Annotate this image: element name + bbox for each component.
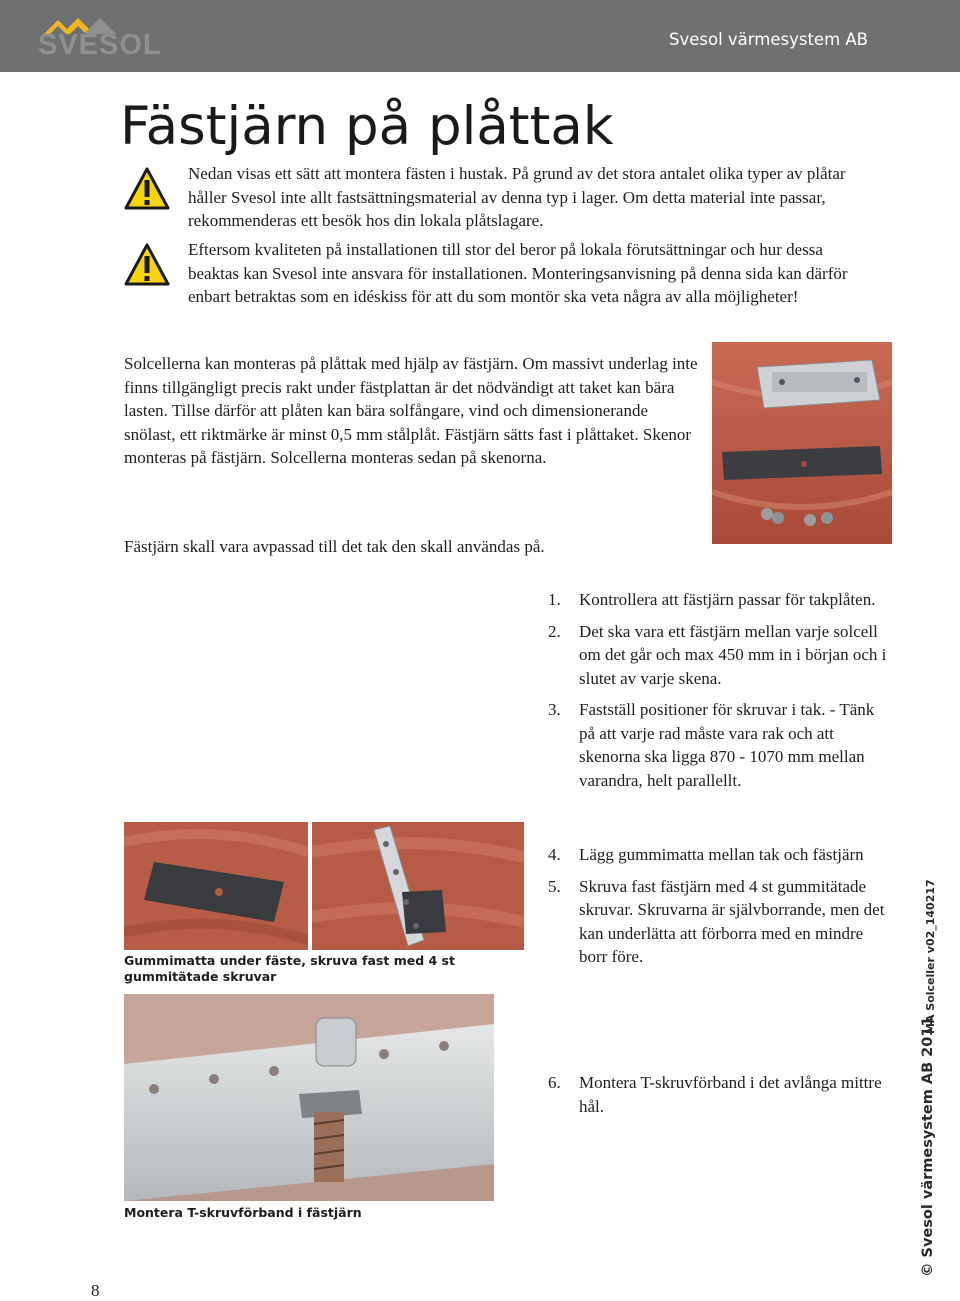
copyright-text: © Svesol värmesystem AB 2011 bbox=[920, 1016, 936, 1277]
step-text: Montera T-skruvförband i det avlånga mittre hål. bbox=[579, 1073, 882, 1116]
warning-icon bbox=[124, 242, 170, 288]
steps-list-3 bbox=[548, 1071, 893, 1126]
t-bolt-photo bbox=[124, 994, 494, 1201]
caption-rubber-mat: Gummimatta under fäste, skruva fast med 4 st gummitätade skruvar bbox=[124, 953, 455, 984]
list-item bbox=[548, 843, 893, 867]
list-item bbox=[548, 588, 893, 612]
intro-paragraph: Solcellerna kan monteras på plåttak med hjälp av fästjärn. Om massivt underlag inte finns tillgängligt precis rakt under fästplattan är det nödvändigt att taket kan bära lasten. Tillse därför att plåten kan bära solfångare, vind och dimensionerande snölast, ett riktmärke är minst 0,5 mm stålplåt. Fästjärn sätts fast i plåttaket. Skenor monteras på fästjärn. Solcellerna monteras sedan på skenorna. bbox=[124, 354, 698, 467]
company-name: Svesol värmesystem AB bbox=[668, 30, 868, 49]
list-item bbox=[548, 1071, 893, 1118]
step-number: 1. bbox=[548, 590, 561, 609]
step-text: Kontrollera att fästjärn passar för takplåten. bbox=[579, 590, 876, 609]
document-code: MA Solceller v02_140217 bbox=[924, 879, 937, 1034]
bracket-screwed-photo bbox=[312, 822, 524, 950]
caption-t-bolt: Montera T-skruvförband i fästjärn bbox=[124, 1205, 362, 1220]
bracket-photo bbox=[712, 342, 892, 544]
step-number: 5. bbox=[548, 876, 561, 896]
step-number: 3. bbox=[548, 700, 561, 719]
rubber-mat-photo bbox=[124, 822, 308, 950]
note-text: Fästjärn skall vara avpassad till det tak den skall användas på. bbox=[124, 537, 545, 556]
step-number: 2. bbox=[548, 621, 561, 641]
list-item bbox=[548, 620, 893, 691]
step-text: Fastställ positioner för skruvar i tak. - Tänk på att varje rad måste vara rak och att skenorna ska ligga 870 - 1070 mm mellan varandra, helt parallellt. bbox=[579, 700, 875, 790]
steps-list-1 bbox=[548, 588, 893, 800]
warning-text-2: Eftersom kvaliteten på installationen till stor del beror på lokala förutsättningar och hur dessa beaktas kan Svesol inte ansvara för installationen. Monteringsanvisning på denna sida kan därför enbart betraktas som en idéskiss för att du som montör ska veta några av alla möjligheter! bbox=[188, 240, 848, 306]
page-number: 8 bbox=[91, 1281, 100, 1300]
step-text: Det ska vara ett fästjärn mellan varje solcell om det går och max 450 mm in i början och i slutet av varje skena. bbox=[579, 621, 887, 688]
steps-list-2 bbox=[548, 843, 893, 977]
step-number: 4. bbox=[548, 845, 561, 864]
logo: SVESOL bbox=[38, 29, 162, 61]
step-number: 6. bbox=[548, 1073, 561, 1092]
step-text: Skruva fast fästjärn med 4 st gummitätade skruvar. Skruvarna är självborrande, men det kan underlätta att förborra med en mindre borr före. bbox=[579, 876, 885, 966]
page-title: Fästjärn på plåttak bbox=[120, 96, 614, 157]
step-text: Lägg gummimatta mellan tak och fästjärn bbox=[579, 845, 864, 864]
warning-text-1: Nedan visas ett sätt att montera fästen i hustak. På grund av det stora antalet olika typer av plåtar håller Svesol inte allt fastsättningsmaterial av denna typ i lager. Om detta material inte passar, rekommenderas ett besök hos din lokala plåtslagare. bbox=[188, 164, 846, 230]
list-item bbox=[548, 875, 893, 969]
list-item bbox=[548, 698, 893, 792]
warning-icon bbox=[124, 166, 170, 212]
